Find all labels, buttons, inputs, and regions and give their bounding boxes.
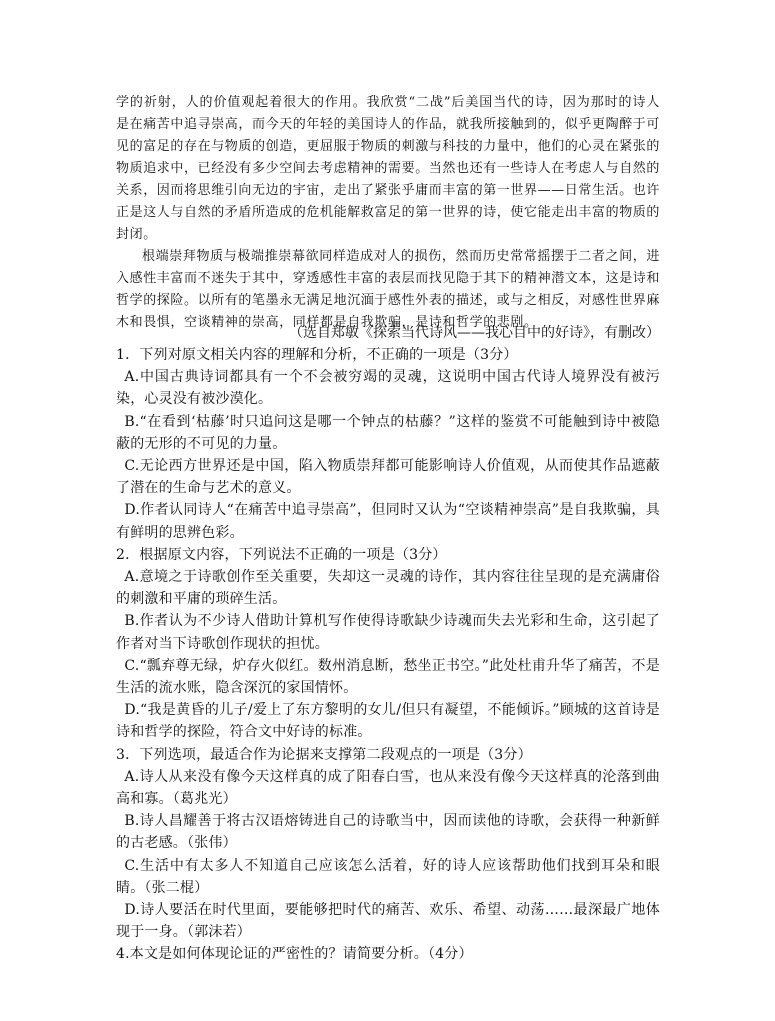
passage-paragraph-2: 根端崇拜物质与极端推崇幕欲同样造成对人的损伤，然而历史常常摇摆于二者之间，进入感性丰富而不迷失于其中，穿透感性丰富的表层而找见隐于其下的精神潜文本，这是诗和哲学的探险。以所有的笔墨永无满足地沉湎于感性外表的描述，或与之相反，对感性世界麻木和畏惧，空谈精神的崇高，同样都是自我欺骗，是诗和哲学的悲剧。 (116, 249, 661, 330)
passage-paragraph-1: 学的祈射，人的价值观起着很大的作用。我欣赏“二战”后美国当代的诗，因为那时的诗人是在痛苦中追寻崇高，而今天的年轻的美国诗人的作品，就我所接触到的，似乎更陶醉于可见的富足的存在与物质的创造，更屈服于物质的刺激与科技的力量中，他们的心灵在紧张的物质追求中，已经没有多少空间去考虑精神的需要。当然也还有一些诗人在考虑人与自然的关系，因而将思维引向无边的宇宙，走出了紧张乎庸而丰富的第一世界——日常生活。也许正是这人与自然的矛盾所造成的危机能解救富足的第一世界的诗，使它能走出丰富的物质的封闭。 (116, 95, 661, 242)
question-3-option-c: C.生活中有太多人不知道自己应该怎么活着，好的诗人应该帮助他们找到耳朵和眼睛。（张二棍） (116, 857, 660, 896)
question-2-stem: 2．根据原文内容，下列说法不正确的一项是（3分） (116, 546, 447, 563)
question-3-stem: 3．下列选项，最适合作为论据来支撑第二段观点的一项是（3分） (116, 746, 532, 763)
question-3-option-b: B.诗人昌耀善于将古汉语熔铸进自己的诗歌当中，因而读他的诗歌，会获得一种新鲜的古老感。（张伟） (116, 813, 660, 852)
question-1-option-d: D.作者认同诗人“在痛苦中追寻崇高”，但同时又认为“空谈精神崇高”是自我欺骗，具有鲜明的思辨色彩。 (116, 502, 660, 541)
question-4-stem: 4.本文是如何体现论证的严密性的？请简要分析。（4分） (116, 946, 473, 963)
question-2-option-b: B.作者认为不少诗人借助计算机写作使得诗歌缺少诗魂而失去光彩和生命，这引起了作者对当下诗歌创作现状的担忧。 (116, 613, 660, 652)
question-1-option-c: C.无论西方世界还是中国，陷入物质崇拜都可能影响诗人价值观，从而使其作品遮蔽了潜在的生命与艺术的意义。 (116, 458, 660, 497)
reading-passage (116, 92, 660, 334)
question-2-option-c: C.“瓢弃尊无绿，炉存火似红。数州消息断，愁坐正书空。”此处杜甫升华了痛苦，不是生活的流水账，隐含深沉的家国情怀。 (116, 657, 660, 697)
question-list (116, 344, 660, 966)
question-3-option-a: A.诗人从来没有像今天这样真的成了阳春白雪，也从来没有像今天这样真的沦落到曲高和寡。（葛兆光） (116, 768, 660, 808)
question-1-option-b: B.“在看到‘枯藤’时只追问这是哪一个钟点的枯藤？”这样的鉴赏不可能触到诗中被隐蔽的无形的不可见的力量。 (116, 413, 660, 452)
question-3-option-d: D.诗人要活在时代里面，要能够把时代的痛苦、欢乐、希望、动荡……最深最广地体现于一身。（郭沫若） (116, 902, 660, 941)
question-2-option-d: D.“我是黄昏的儿子/爱上了东方黎明的女儿/但只有凝望，不能倾诉。”顾城的这首诗是诗和哲学的探险，符合文中好诗的标准。 (116, 702, 660, 741)
question-1-option-a: A.中国古典诗词都具有一个不会被穷竭的灵魂，这说明中国古代诗人境界没有被污染，心灵没有被沙漠化。 (116, 369, 660, 408)
question-1-stem: 1．下列对原文相关内容的理解和分析，不正确的一项是（3分） (116, 347, 518, 363)
passage-source: （选自郑敏《探索当代诗风——我心目中的好诗》，有删改） (289, 325, 660, 341)
question-2-option-a: A.意境之于诗歌创作至关重要，失却这一灵魂的诗作，其内容往往呈现的是充满庸俗的刺激和平庸的琐碎生活。 (116, 569, 660, 608)
